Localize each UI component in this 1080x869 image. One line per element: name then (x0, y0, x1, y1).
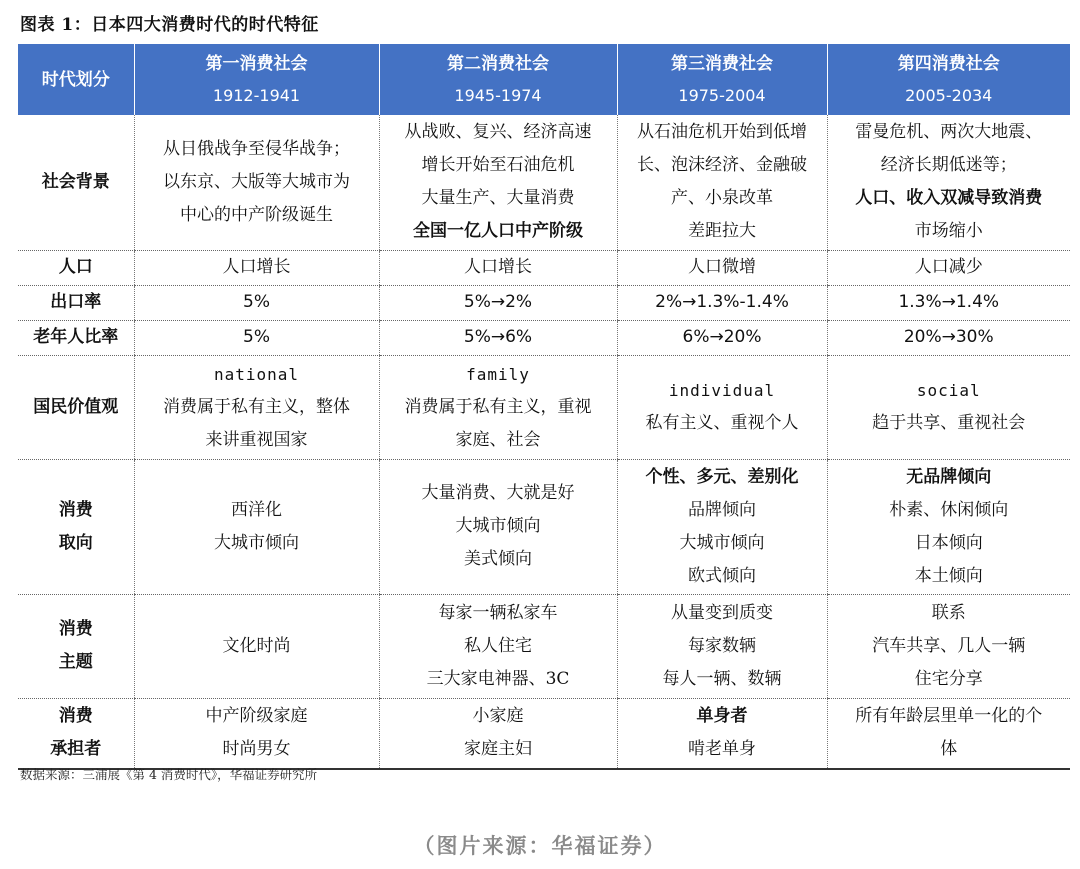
cell-theme-era2: 每家一辆私家车 私人住宅 三大家电神器、3C (379, 594, 617, 698)
header-era-3: 第三消费社会 1975-2004 (617, 44, 827, 115)
cell-population-era3: 人口微增 (617, 250, 827, 285)
cell-orientation-era4: 无品牌倾向 朴素、休闲倾向 日本倾向 本土倾向 (827, 459, 1070, 594)
row-consumption-bearer (18, 698, 1070, 769)
header-row (18, 44, 1070, 115)
cell-theme-era4: 联系 汽车共享、几人一辆 住宅分享 (827, 594, 1070, 698)
cell-elderly-ratio-era1: 5% (134, 320, 379, 355)
row-birth-rate (18, 285, 1070, 320)
cell-background-era1: 从日俄战争至侵华战争； 以东京、大版等大城市为 中心的中产阶级诞生 (134, 115, 379, 250)
cell-values-era3: individual 私有主义、重视个人 (617, 355, 827, 459)
cell-values-era1: national 消费属于私有主义，整体 来讲重视国家 (134, 355, 379, 459)
header-era-2: 第二消费社会 1945-1974 (379, 44, 617, 115)
row-consumption-theme (18, 594, 1070, 698)
cell-background-era2: 从战败、复兴、经济高速 增长开始至石油危机 大量生产、大量消费 全国一亿人口中产阶级 (379, 115, 617, 250)
cell-elderly-ratio-era4: 20%→30% (827, 320, 1070, 355)
cell-population-era2: 人口增长 (379, 250, 617, 285)
table-title: 图表 1：日本四大消费时代的时代特征 (20, 15, 319, 35)
cell-values-era4: social 趋于共享、重视社会 (827, 355, 1070, 459)
row-label-birth-rate: 出口率 (18, 285, 134, 320)
row-label-consumption-theme: 消费 主题 (18, 594, 134, 698)
header-era-4: 第四消费社会 2005-2034 (827, 44, 1070, 115)
consumption-eras-table (18, 44, 1070, 770)
image-credit: （图片来源：华福证券） (413, 834, 667, 858)
cell-bearer-era1: 中产阶级家庭 时尚男女 (134, 698, 379, 769)
cell-bearer-era3: 单身者 啃老单身 (617, 698, 827, 769)
row-social-background (18, 115, 1070, 250)
row-label-consumption-bearer: 消费 承担者 (18, 698, 134, 769)
header-era-1: 第一消费社会 1912-1941 (134, 44, 379, 115)
cell-population-era1: 人口增长 (134, 250, 379, 285)
cell-background-era3: 从石油危机开始到低增 长、泡沫经济、金融破 产、小泉改革 差距拉大 (617, 115, 827, 250)
cell-bearer-era2: 小家庭 家庭主妇 (379, 698, 617, 769)
cell-values-era2: family 消费属于私有主义，重视 家庭、社会 (379, 355, 617, 459)
row-elderly-ratio (18, 320, 1070, 355)
row-label-elderly-ratio: 老年人比率 (18, 320, 134, 355)
cell-orientation-era3: 个性、多元、差别化 品牌倾向 大城市倾向 欧式倾向 (617, 459, 827, 594)
cell-theme-era3: 从量变到质变 每家数辆 每人一辆、数辆 (617, 594, 827, 698)
cell-theme-era1: 文化时尚 (134, 594, 379, 698)
cell-birth-rate-era4: 1.3%→1.4% (827, 285, 1070, 320)
row-label-population: 人口 (18, 250, 134, 285)
cell-bearer-era4: 所有年龄层里单一化的个 体 (827, 698, 1070, 769)
row-national-values (18, 355, 1070, 459)
row-label-national-values: 国民价值观 (18, 355, 134, 459)
cell-orientation-era2: 大量消费、大就是好 大城市倾向 美式倾向 (379, 459, 617, 594)
cell-orientation-era1: 西洋化 大城市倾向 (134, 459, 379, 594)
header-era-division: 时代划分 (18, 44, 134, 115)
cell-background-era4: 雷曼危机、两次大地震、 经济长期低迷等； 人口、收入双减导致消费 市场缩小 (827, 115, 1070, 250)
data-source-note: 数据来源：三浦展《第 4 消费时代》，华福证券研究所 (20, 767, 318, 782)
row-label-consumption-orientation: 消费 取向 (18, 459, 134, 594)
row-population (18, 250, 1070, 285)
cell-population-era4: 人口减少 (827, 250, 1070, 285)
cell-elderly-ratio-era3: 6%→20% (617, 320, 827, 355)
cell-birth-rate-era2: 5%→2% (379, 285, 617, 320)
row-consumption-orientation (18, 459, 1070, 594)
cell-elderly-ratio-era2: 5%→6% (379, 320, 617, 355)
row-label-social-background: 社会背景 (18, 115, 134, 250)
cell-birth-rate-era1: 5% (134, 285, 379, 320)
cell-birth-rate-era3: 2%→1.3%-1.4% (617, 285, 827, 320)
